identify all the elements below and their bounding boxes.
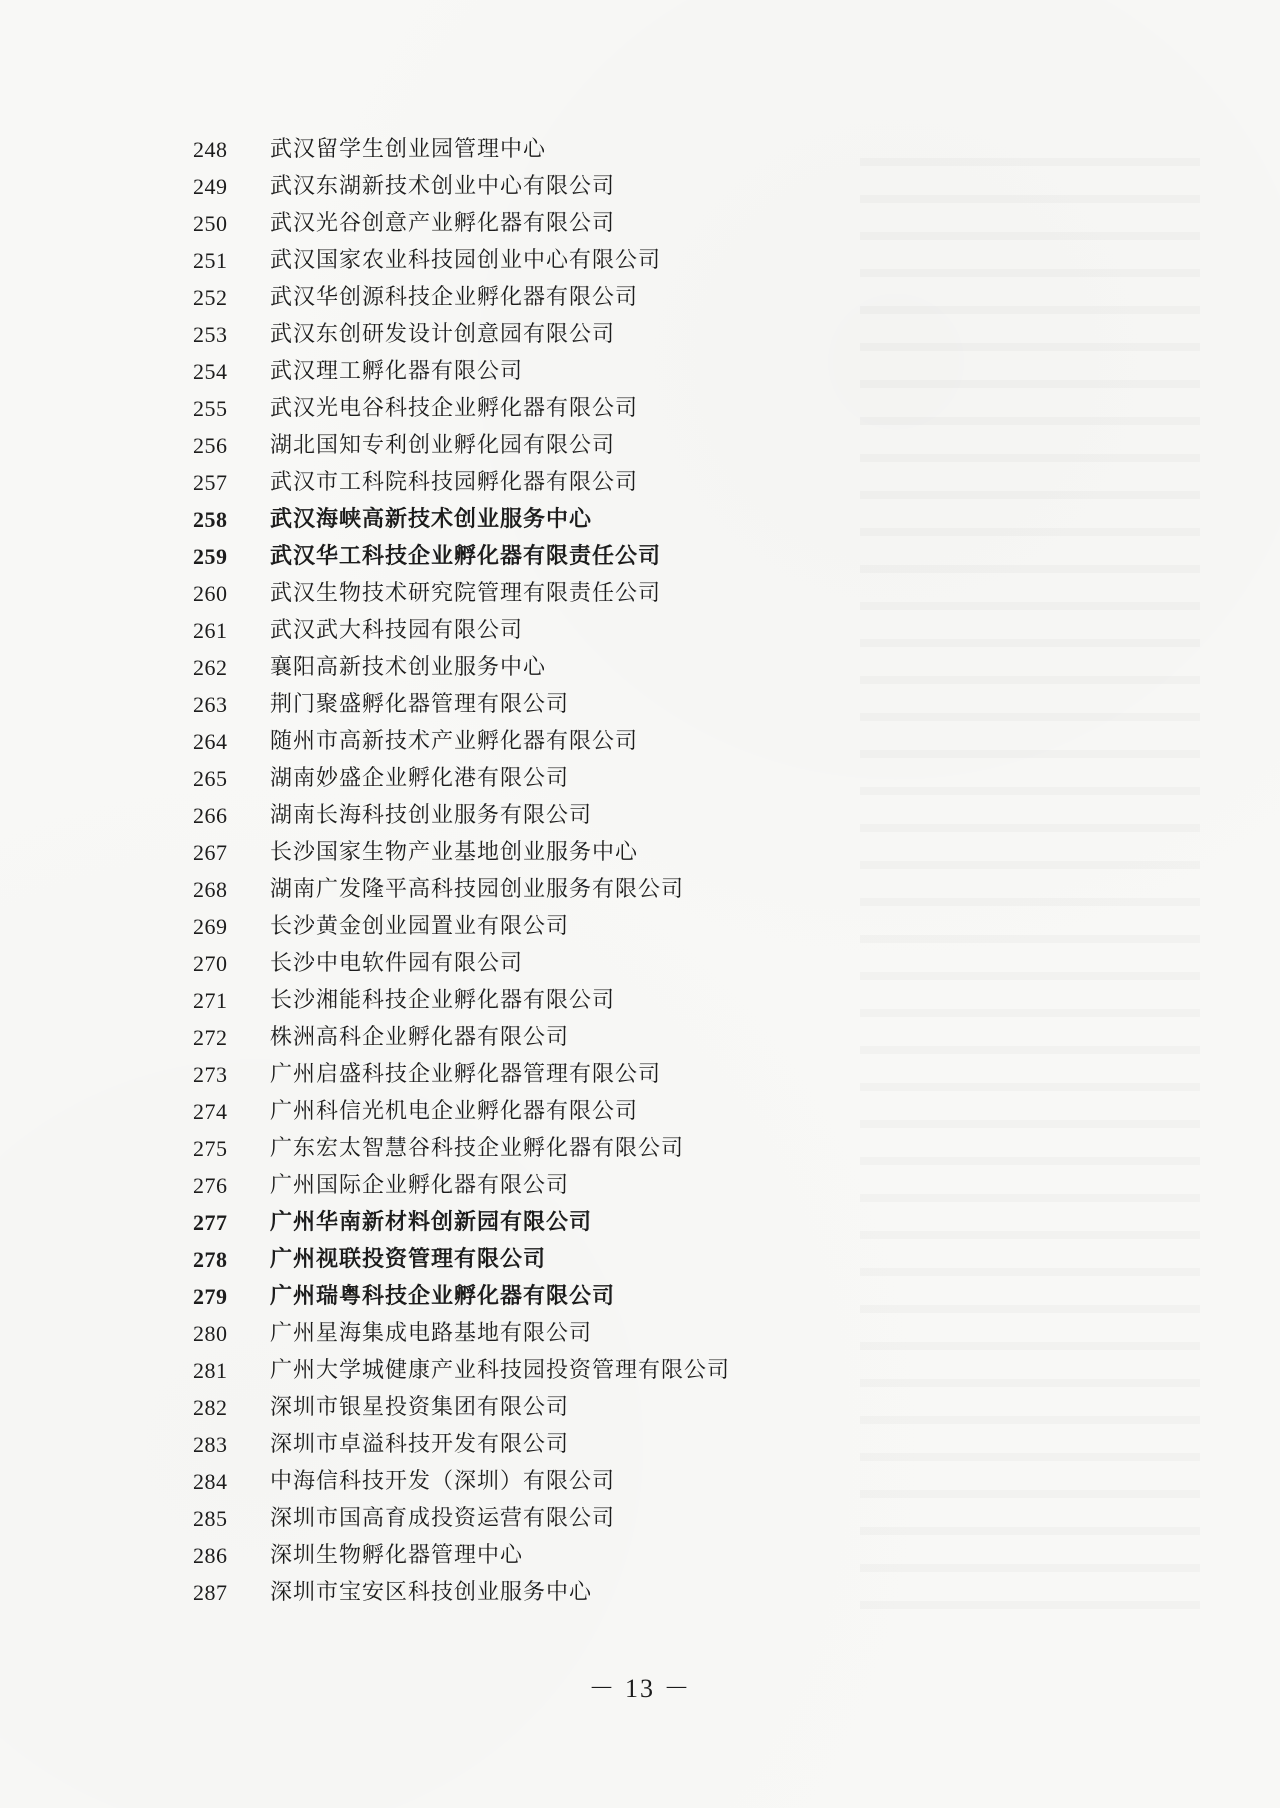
list-item bbox=[0, 1574, 1280, 1611]
list-item bbox=[0, 427, 1280, 464]
entry-name: 武汉生物技术研究院管理有限责任公司 bbox=[270, 581, 662, 606]
list-item bbox=[0, 982, 1280, 1019]
list-item bbox=[0, 760, 1280, 797]
entry-name: 广州星海集成电路基地有限公司 bbox=[270, 1321, 593, 1346]
list-item bbox=[0, 834, 1280, 871]
entry-number: 264 bbox=[193, 729, 228, 754]
entry-name: 荆门聚盛孵化器管理有限公司 bbox=[270, 692, 570, 717]
entry-name: 长沙黄金创业园置业有限公司 bbox=[270, 914, 570, 939]
entry-name: 深圳市宝安区科技创业服务中心 bbox=[270, 1580, 593, 1605]
entry-number: 277 bbox=[193, 1210, 228, 1235]
entry-name: 湖南长海科技创业服务有限公司 bbox=[270, 803, 593, 828]
list-item bbox=[0, 723, 1280, 760]
entry-name: 长沙中电软件园有限公司 bbox=[270, 951, 524, 976]
entry-number: 270 bbox=[193, 951, 228, 976]
list-item bbox=[0, 1463, 1280, 1500]
entry-number: 286 bbox=[193, 1543, 228, 1568]
entry-number: 259 bbox=[193, 544, 228, 569]
entry-name: 武汉国家农业科技园创业中心有限公司 bbox=[270, 248, 662, 273]
entry-number: 254 bbox=[193, 359, 228, 384]
entry-name: 广州国际企业孵化器有限公司 bbox=[270, 1173, 570, 1198]
entry-name: 深圳市卓溢科技开发有限公司 bbox=[270, 1432, 570, 1457]
entry-number: 265 bbox=[193, 766, 228, 791]
entry-list bbox=[0, 131, 1280, 1611]
list-item bbox=[0, 1204, 1280, 1241]
entry-number: 251 bbox=[193, 248, 228, 273]
list-item bbox=[0, 353, 1280, 390]
entry-name: 广东宏太智慧谷科技企业孵化器有限公司 bbox=[270, 1136, 685, 1161]
entry-name: 武汉市工科院科技园孵化器有限公司 bbox=[270, 470, 639, 495]
entry-number: 271 bbox=[193, 988, 228, 1013]
entry-number: 276 bbox=[193, 1173, 228, 1198]
entry-name: 武汉留学生创业园管理中心 bbox=[270, 137, 547, 162]
entry-number: 250 bbox=[193, 211, 228, 236]
entry-number: 255 bbox=[193, 396, 228, 421]
list-item bbox=[0, 871, 1280, 908]
entry-number: 258 bbox=[193, 507, 228, 532]
entry-number: 248 bbox=[193, 137, 228, 162]
list-item bbox=[0, 501, 1280, 538]
list-item bbox=[0, 205, 1280, 242]
list-item bbox=[0, 1389, 1280, 1426]
list-item bbox=[0, 612, 1280, 649]
entry-number: 285 bbox=[193, 1506, 228, 1531]
entry-number: 287 bbox=[193, 1580, 228, 1605]
entry-number: 257 bbox=[193, 470, 228, 495]
list-item bbox=[0, 945, 1280, 982]
list-item bbox=[0, 1426, 1280, 1463]
entry-number: 267 bbox=[193, 840, 228, 865]
list-item bbox=[0, 1130, 1280, 1167]
entry-number: 263 bbox=[193, 692, 228, 717]
list-item bbox=[0, 242, 1280, 279]
list-item bbox=[0, 316, 1280, 353]
entry-name: 武汉海峡高新技术创业服务中心 bbox=[270, 506, 593, 532]
list-item bbox=[0, 686, 1280, 723]
entry-number: 282 bbox=[193, 1395, 228, 1420]
entry-name: 长沙湘能科技企业孵化器有限公司 bbox=[270, 988, 616, 1013]
entry-name: 武汉武大科技园有限公司 bbox=[270, 618, 524, 643]
entry-number: 278 bbox=[193, 1247, 228, 1272]
entry-name: 随州市高新技术产业孵化器有限公司 bbox=[270, 729, 639, 754]
entry-number: 281 bbox=[193, 1358, 228, 1383]
entry-number: 262 bbox=[193, 655, 228, 680]
entry-number: 253 bbox=[193, 322, 228, 347]
entry-name: 武汉东湖新技术创业中心有限公司 bbox=[270, 174, 616, 199]
entry-name: 广州大学城健康产业科技园投资管理有限公司 bbox=[270, 1358, 731, 1383]
list-item bbox=[0, 1167, 1280, 1204]
list-item bbox=[0, 464, 1280, 501]
entry-name: 广州启盛科技企业孵化器管理有限公司 bbox=[270, 1062, 662, 1087]
list-item bbox=[0, 797, 1280, 834]
list-item bbox=[0, 279, 1280, 316]
entry-number: 273 bbox=[193, 1062, 228, 1087]
entry-name: 武汉理工孵化器有限公司 bbox=[270, 359, 524, 384]
entry-name: 湖南广发隆平高科技园创业服务有限公司 bbox=[270, 877, 685, 902]
list-item bbox=[0, 131, 1280, 168]
entry-number: 272 bbox=[193, 1025, 228, 1050]
list-item bbox=[0, 1315, 1280, 1352]
entry-name: 武汉光电谷科技企业孵化器有限公司 bbox=[270, 396, 639, 421]
entry-number: 283 bbox=[193, 1432, 228, 1457]
entry-name: 广州华南新材料创新园有限公司 bbox=[270, 1209, 593, 1235]
entry-number: 266 bbox=[193, 803, 228, 828]
list-item bbox=[0, 1241, 1280, 1278]
list-item bbox=[0, 1537, 1280, 1574]
entry-name: 广州科信光机电企业孵化器有限公司 bbox=[270, 1099, 639, 1124]
entry-number: 269 bbox=[193, 914, 228, 939]
list-item bbox=[0, 1352, 1280, 1389]
list-item bbox=[0, 1056, 1280, 1093]
entry-name: 湖北国知专利创业孵化园有限公司 bbox=[270, 433, 616, 458]
entry-number: 274 bbox=[193, 1099, 228, 1124]
entry-name: 武汉华工科技企业孵化器有限责任公司 bbox=[270, 543, 662, 569]
list-item bbox=[0, 390, 1280, 427]
entry-name: 中海信科技开发（深圳）有限公司 bbox=[270, 1469, 616, 1494]
entry-name: 株洲高科企业孵化器有限公司 bbox=[270, 1025, 570, 1050]
entry-name: 长沙国家生物产业基地创业服务中心 bbox=[270, 840, 639, 865]
entry-name: 武汉光谷创意产业孵化器有限公司 bbox=[270, 211, 616, 236]
list-item bbox=[0, 649, 1280, 686]
list-item bbox=[0, 1278, 1280, 1315]
list-item bbox=[0, 538, 1280, 575]
entry-name: 广州视联投资管理有限公司 bbox=[270, 1246, 547, 1272]
page-number: － 13 － bbox=[588, 1674, 692, 1703]
list-item bbox=[0, 168, 1280, 205]
list-item bbox=[0, 1093, 1280, 1130]
list-item bbox=[0, 908, 1280, 945]
entry-name: 深圳市国高育成投资运营有限公司 bbox=[270, 1506, 616, 1531]
entry-name: 武汉华创源科技企业孵化器有限公司 bbox=[270, 285, 639, 310]
entry-name: 广州瑞粤科技企业孵化器有限公司 bbox=[270, 1283, 616, 1309]
entry-number: 252 bbox=[193, 285, 228, 310]
entry-number: 249 bbox=[193, 174, 228, 199]
entry-name: 湖南妙盛企业孵化港有限公司 bbox=[270, 766, 570, 791]
list-item bbox=[0, 1019, 1280, 1056]
entry-number: 279 bbox=[193, 1284, 228, 1309]
entry-number: 284 bbox=[193, 1469, 228, 1494]
list-item bbox=[0, 1500, 1280, 1537]
entry-name: 武汉东创研发设计创意园有限公司 bbox=[270, 322, 616, 347]
list-item bbox=[0, 575, 1280, 612]
entry-number: 261 bbox=[193, 618, 228, 643]
entry-number: 275 bbox=[193, 1136, 228, 1161]
entry-name: 深圳生物孵化器管理中心 bbox=[270, 1543, 524, 1568]
entry-name: 襄阳高新技术创业服务中心 bbox=[270, 655, 547, 680]
entry-number: 280 bbox=[193, 1321, 228, 1346]
entry-number: 268 bbox=[193, 877, 228, 902]
entry-name: 深圳市银星投资集团有限公司 bbox=[270, 1395, 570, 1420]
entry-number: 260 bbox=[193, 581, 228, 606]
entry-number: 256 bbox=[193, 433, 228, 458]
